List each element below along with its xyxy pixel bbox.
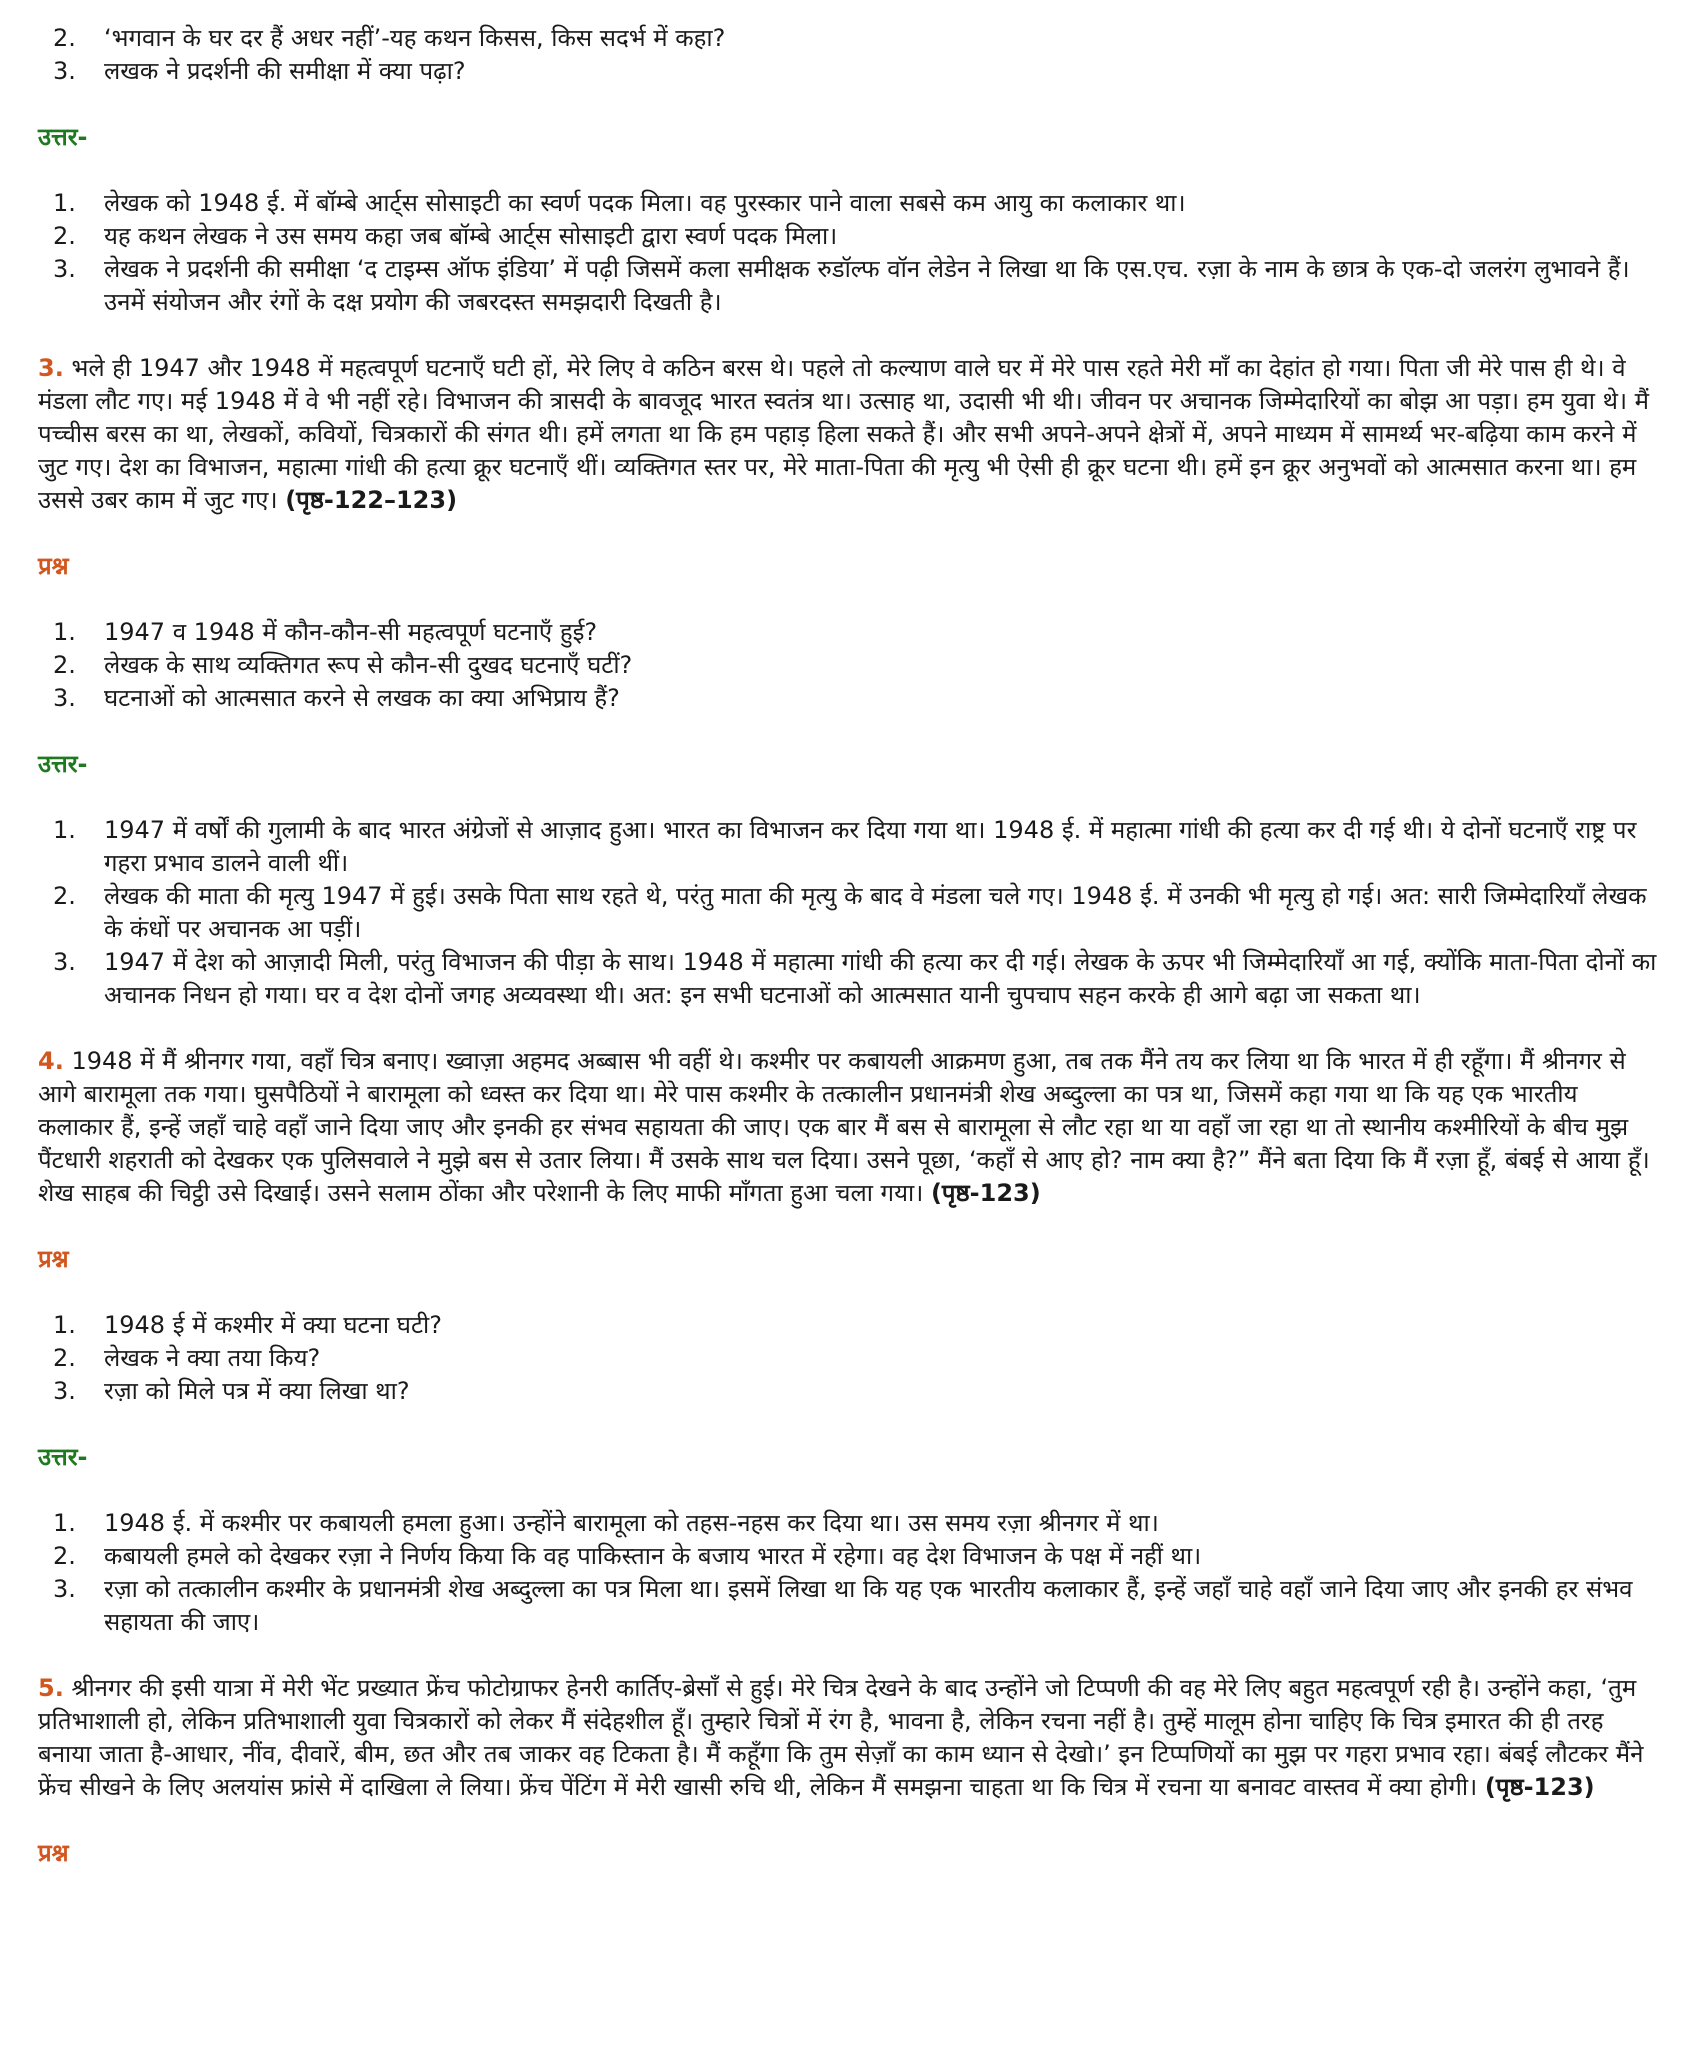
list-number: 3. [53, 1575, 76, 1603]
list-text: लेखक ने क्या तया किय? [104, 1344, 321, 1372]
list-item [38, 880, 1658, 946]
list-number: 3. [53, 1377, 76, 1405]
list-text: लेखक के साथ व्यक्तिगत रूप से कौन-सी दुखद घटनाएँ घटीं? [104, 651, 633, 679]
list-text: 1947 व 1948 में कौन-कौन-सी महत्वपूर्ण घटनाएँ हुई? [104, 618, 598, 646]
question-heading: प्रश्न [38, 552, 69, 580]
list-text: लेखक को 1948 ई. में बॉम्बे आर्ट्स सोसाइटी का स्वर्ण पदक मिला। वह पुरस्कार पाने वाला सबसे कम आयु का कलाकार था। [104, 189, 1186, 217]
list-item [38, 1540, 1658, 1573]
page-reference: (पृष्ठ-123) [930, 1179, 1041, 1207]
list-text: 1947 में देश को आज़ादी मिली, परंतु विभाजन की पीड़ा के साथ। 1948 में महात्मा गांधी की हत्या कर दी गई। लेखक के ऊपर भी जिम्मेदारियाँ आ गई, क्योंकि माता-पिता दोनों का अचानक निधन हो गया। घर व देश दोनों जगह अव्यवस्था थी। अत: इन सभी घटनाओं को आत्मसात यानी चुपचाप सहन करके ही आगे बढ़ा जा सकता था। [104, 948, 1657, 1009]
passage-5 [38, 1672, 1658, 1804]
list-number: 2. [53, 651, 76, 679]
answer-heading: उत्तर- [38, 1443, 88, 1471]
list-item [38, 253, 1658, 319]
list-text: 1947 में वर्षों की गुलामी के बाद भारत अंग्रेजों से आज़ाद हुआ। भारत का विभाजन कर दिया गया था। 1948 ई. में महात्मा गांधी की हत्या कर दी गई थी। ये दोनों घटनाएँ राष्ट्र पर गहरा प्रभाव डालने वाली थीं। [104, 816, 1637, 877]
question-heading: प्रश्न [38, 1245, 69, 1273]
passage-text: भले ही 1947 और 1948 में महत्वपूर्ण घटनाएँ घटी हों, मेरे लिए वे कठिन बरस थे। पहले तो कल्याण वाले घर में मेरे पास रहते मेरी माँ का देहांत हो गया। पिता जी मेरे पास ही थे। वे मंडला लौट गए। मई 1948 में वे भी नहीं रहे। विभाजन की त्रासदी के बावजूद भारत स्वतंत्र था। उत्साह था, उदासी भी थी। जीवन पर अचानक जिम्मेदारियों का बोझ आ पड़ा। हम युवा थे। मैं पच्चीस बरस का था, लेखकों, कवियों, चित्रकारों की संगत थी। हमें लगता था कि हम पहाड़ हिला सकते हैं। और सभी अपने-अपने क्षेत्रों में, अपने माध्यम में सामर्थ्य भर-बढ़िया काम करने में जुट गए। देश का विभाजन, महात्मा गांधी की हत्या क्रूर घटनाएँ थीं। व्यक्तिगत स्तर पर, मेरे माता-पिता की मृत्यु भी ऐसी ही क्रूर घटना थी। हमें इन क्रूर अनुभवों को आत्मसात करना था। हम उससे उबर काम में जुट गए। [38, 354, 1650, 514]
page-reference: (पृष्ठ-123) [1484, 1773, 1595, 1801]
list-number: 2. [53, 1344, 76, 1372]
list-item [38, 1507, 1658, 1540]
list-item [38, 682, 1658, 715]
question-list-top [38, 22, 1658, 88]
list-item [38, 187, 1658, 220]
list-item [38, 649, 1658, 682]
answer-list-1 [38, 187, 1658, 319]
question-list-3 [38, 616, 1658, 715]
list-item [38, 946, 1658, 1012]
passage-number: 5. [38, 1674, 64, 1702]
list-number: 3. [53, 57, 76, 85]
list-text: लेखक की माता की मृत्यु 1947 में हुई। उसके पिता साथ रहते थे, परंतु माता की मृत्यु के बाद वे मंडला चले गए। 1948 ई. में उनकी भी मृत्यु हो गई। अत: सारी जिम्मेदारियाँ लेखक के कंधों पर अचानक आ पड़ीं। [104, 882, 1647, 943]
list-number: 1. [53, 1509, 76, 1537]
list-text: लेखक ने प्रदर्शनी की समीक्षा ‘द टाइम्स ऑफ इंडिया’ में पढ़ी जिसमें कला समीक्षक रुडॉल्फ वॉन लेडेन ने लिखा था कि एस.एच. रज़ा के नाम के छात्र के एक-दो जलरंग लुभावने हैं। उनमें संयोजन और रंगों के दक्ष प्रयोग की जबरदस्त समझदारी दिखती है। [104, 255, 1630, 316]
passage-text: श्रीनगर की इसी यात्रा में मेरी भेंट प्रख्यात फ्रेंच फोटोग्राफर हेनरी कार्तिए-ब्रेसाँ से हुई। मेरे चित्र देखने के बाद उन्होंने जो टिप्पणी की वह मेरे लिए बहुत महत्वपूर्ण रही है। उन्होंने कहा, ‘तुम प्रतिभाशाली हो, लेकिन प्रतिभाशाली युवा चित्रकारों को लेकर मैं संदेहशील हूँ। तुम्हारे चित्रों में रंग है, भावना है, लेकिन रचना नहीं है। तुम्हें मालूम होना चाहिए कि चित्र इमारत की ही तरह बनाया जाता है-आधार, नींव, दीवारें, बीम, छत और तब जाकर वह टिकता है। मैं कहूँगा कि तुम सेज़ाँ का काम ध्यान से देखो।’ इन टिप्पणियों का मुझ पर गहरा प्रभाव रहा। बंबई लौटकर मैंने फ्रेंच सीखने के लिए अलयांस फ्रांसे में दाखिला ले लिया। फ्रेंच पेंटिंग में मेरी खासी रुचि थी, लेकिन मैं समझना चाहता था कि चित्र में रचना या बनावट वास्तव में क्या होगी। [38, 1674, 1644, 1801]
passage-number: 3. [38, 354, 64, 382]
list-text: लखक ने प्रदर्शनी की समीक्षा में क्या पढ़ा? [104, 57, 466, 85]
answer-heading: उत्तर- [38, 123, 88, 151]
answer-list-4 [38, 1507, 1658, 1639]
passage-4 [38, 1045, 1658, 1210]
list-number: 2. [53, 222, 76, 250]
list-text: रज़ा को तत्कालीन कश्मीर के प्रधानमंत्री शेख अब्दुल्ला का पत्र मिला था। इसमें लिखा था कि यह एक भारतीय कलाकार हैं, इन्हें जहाँ चाहे वहाँ जाने दिया जाए और इनकी हर संभव सहायता की जाए। [104, 1575, 1633, 1636]
page-reference: (पृष्ठ-122–123) [285, 486, 458, 514]
list-item [38, 1573, 1658, 1639]
list-text: ‘भगवान के घर दर हैं अधर नहीं’-यह कथन किसस, किस सदर्भ में कहा? [104, 24, 726, 52]
list-number: 3. [53, 684, 76, 712]
list-text: रज़ा को मिले पत्र में क्या लिखा था? [104, 1377, 410, 1405]
list-item [38, 1342, 1658, 1375]
list-text: 1948 ई में कश्मीर में क्या घटना घटी? [104, 1311, 443, 1339]
list-number: 2. [53, 882, 76, 910]
passage-text: 1948 में मैं श्रीनगर गया, वहाँ चित्र बनाए। ख्वाज़ा अहमद अब्बास भी वहीं थे। कश्मीर पर कबायली आक्रमण हुआ, तब तक मैंने तय कर लिया था कि भारत में ही रहूँगा। मैं श्रीनगर से आगे बारामूला तक गया। घुसपैठियों ने बारामूला को ध्वस्त कर दिया था। मेरे पास कश्मीर के तत्कालीन प्रधानमंत्री शेख अब्दुल्ला का पत्र था, जिसमें कहा गया था कि यह एक भारतीय कलाकार हैं, इन्हें जहाँ चाहे वहाँ जाने दिया जाए और इनकी हर संभव सहायता की जाए। एक बार मैं बस से बारामूला से लौट रहा था या वहाँ जा रहा था तो स्थानीय कश्मीरियों के बीच मुझ पैंटधारी शहराती को देखकर एक पुलिसवाले ने मुझे बस से उतार लिया। मैं उसके साथ चल दिया। उसने पूछा, ‘कहाँ से आए हो? नाम क्या है?” मैंने बता दिया कि मैं रज़ा हूँ, बंबई से आया हूँ। शेख साहब की चिट्ठी उसे दिखाई। उसने सलाम ठोंका और परेशानी के लिए माफी माँगता हुआ चला गया। [38, 1047, 1650, 1207]
list-item [38, 1309, 1658, 1342]
list-item [38, 22, 1658, 55]
list-item [38, 220, 1658, 253]
document-page [38, 22, 1658, 1870]
list-number: 1. [53, 189, 76, 217]
question-heading: प्रश्न [38, 1839, 69, 1867]
list-number: 3. [53, 255, 76, 283]
list-text: यह कथन लेखक ने उस समय कहा जब बॉम्बे आर्ट्स सोसाइटी द्वारा स्वर्ण पदक मिला। [104, 222, 838, 250]
list-item [38, 1375, 1658, 1408]
list-item [38, 55, 1658, 88]
passage-number: 4. [38, 1047, 64, 1075]
list-number: 1. [53, 618, 76, 646]
list-text: घटनाओं को आत्मसात करने से लखक का क्या अभिप्राय हैं? [104, 684, 620, 712]
list-item [38, 616, 1658, 649]
passage-3 [38, 352, 1658, 517]
list-item [38, 814, 1658, 880]
list-number: 2. [53, 24, 76, 52]
question-list-4 [38, 1309, 1658, 1408]
list-number: 1. [53, 816, 76, 844]
answer-heading: उत्तर- [38, 750, 88, 778]
list-number: 2. [53, 1542, 76, 1570]
answer-list-3 [38, 814, 1658, 1012]
list-number: 1. [53, 1311, 76, 1339]
list-number: 3. [53, 948, 76, 976]
list-text: 1948 ई. में कश्मीर पर कबायली हमला हुआ। उन्होंने बारामूला को तहस-नहस कर दिया था। उस समय रज़ा श्रीनगर में था। [104, 1509, 1159, 1537]
list-text: कबायली हमले को देखकर रज़ा ने निर्णय किया कि वह पाकिस्तान के बजाय भारत में रहेगा। वह देश विभाजन के पक्ष में नहीं था। [104, 1542, 1202, 1570]
